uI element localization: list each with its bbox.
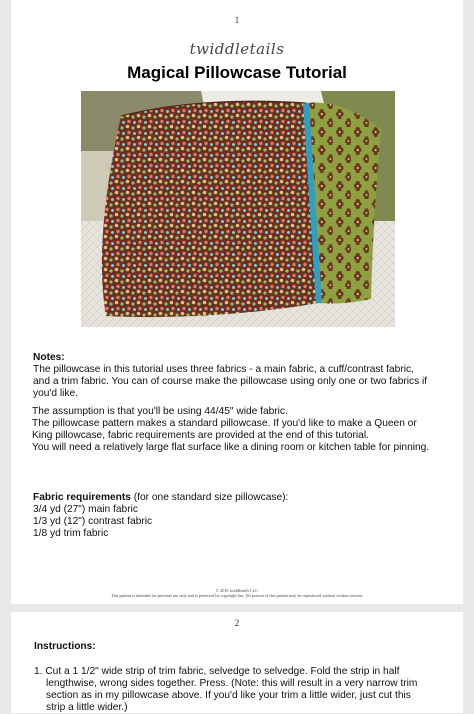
assumption-section <box>32 406 429 454</box>
page-title: Magical Pillowcase Tutorial <box>127 63 347 82</box>
pillowcase-illustration <box>81 91 395 327</box>
assumption-text: King pillowcase, fabric requirements are provided at the end of this tutorial. <box>32 430 369 441</box>
pillowcase-photo <box>81 91 395 327</box>
instruction-step-1 <box>34 666 417 714</box>
fabric-item: 1/8 yd trim fabric <box>33 528 109 539</box>
document-page-2 <box>11 612 463 713</box>
fabric-item: 3/4 yd (27") main fabric <box>33 504 138 515</box>
instructions-heading: Instructions: <box>34 641 96 652</box>
step-text: section as in my pillowcase above. If you'd like your trim a little wider, just cut this <box>46 690 411 701</box>
notes-heading: Notes: <box>33 352 65 363</box>
brand-logo: twiddletails <box>189 40 285 58</box>
document-page-1 <box>11 0 463 604</box>
main-fabric-panel <box>102 101 319 317</box>
fabric-item: 1/3 yd (12") contrast fabric <box>33 516 153 527</box>
assumption-text: The pillowcase pattern makes a standard pillowcase. If you'd like to make a Queen or <box>32 418 417 429</box>
page-number: 2 <box>234 618 240 628</box>
footer-notice: This pattern is intended for personal use only and is protected by copyright law. No portion of this pattern may be reproduced without written consent. <box>111 593 363 598</box>
step-text: strip a little wider.) <box>46 702 128 713</box>
footer-copyright: © 2010 twiddletails LLC <box>215 588 259 593</box>
page-number: 1 <box>234 15 240 25</box>
fabric-heading: Fabric requirements <box>33 492 131 503</box>
notes-text: you'd like. <box>33 388 78 399</box>
assumption-text: You will need a relatively large flat surface like a dining room or kitchen table for pinning. <box>32 442 430 453</box>
notes-text: and a trim fabric. You can of course make the pillowcase using only one or two fabrics if <box>33 376 428 387</box>
fabric-requirements-section <box>33 492 288 540</box>
step-text: lengthwise, wrong sides together. Press. (Note: this will result in a very narrow trim <box>46 678 418 689</box>
fabric-note: (for one standard size pillowcase): <box>130 492 289 503</box>
step-text: 1. Cut a 1 1/2" wide strip of trim fabric, selvedge to selvedge. Fold the strip in half <box>34 666 400 677</box>
notes-text: The pillowcase in this tutorial uses three fabrics - a main fabric, a cuff/contrast fabric, <box>33 364 414 375</box>
copyright-footer <box>11 588 463 598</box>
notes-section <box>33 352 427 400</box>
assumption-text: The assumption is that you'll be using 44/45" wide fabric. <box>32 406 288 417</box>
